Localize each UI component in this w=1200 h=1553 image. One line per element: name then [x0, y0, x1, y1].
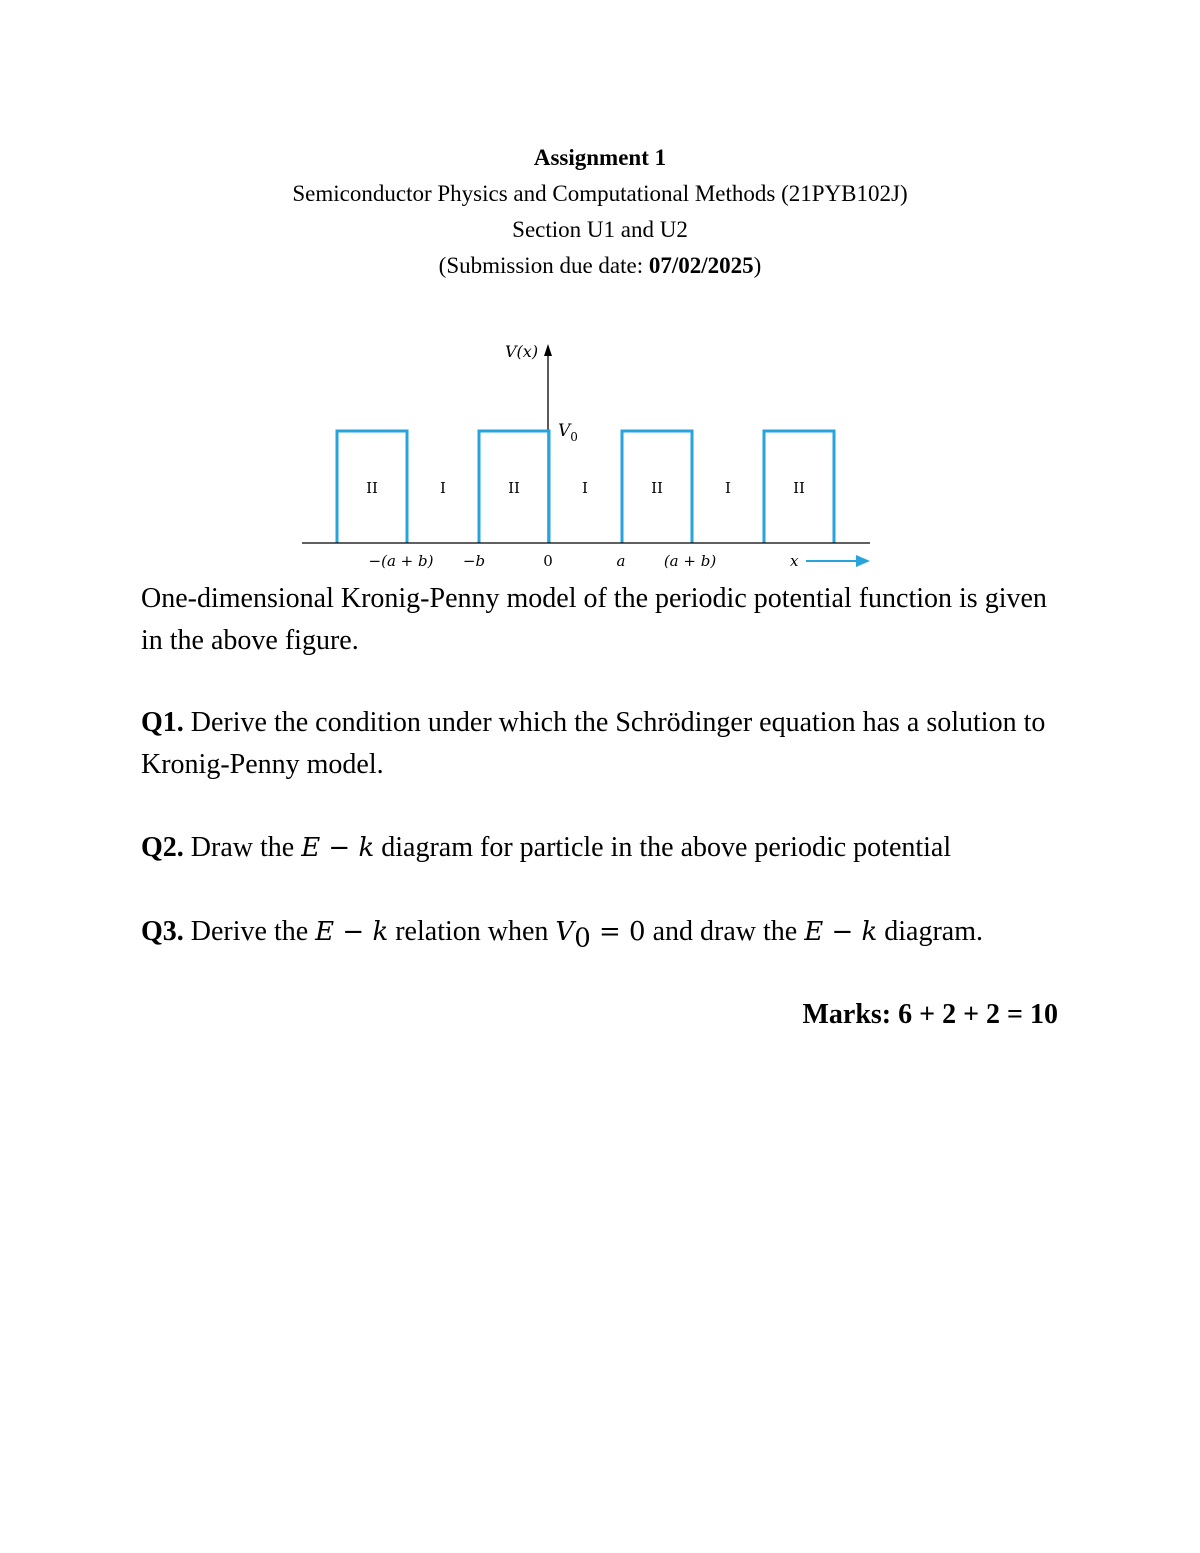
- question-1-label: Q1.: [141, 707, 184, 738]
- kronig-penney-figure: [290, 330, 890, 580]
- question-3-math-eq: = 0: [590, 917, 646, 947]
- question-3-text-a: Derive the: [190, 916, 316, 947]
- due-suffix: ): [753, 253, 762, 278]
- question-1: [141, 702, 1071, 786]
- course-name: Semiconductor Physics and Computational Methods (21PYB102J): [292, 181, 908, 206]
- region-label: II: [366, 479, 378, 497]
- question-3-math-ek-1: E − k: [315, 917, 389, 947]
- x-arrow-icon: [856, 555, 870, 567]
- region-label: I: [440, 479, 446, 497]
- due-prefix: (Submission due date:: [438, 253, 649, 278]
- section-line: Section U1 and U2: [512, 217, 688, 242]
- v0-letter: V: [558, 421, 571, 441]
- question-3-text-d: diagram.: [877, 916, 984, 947]
- due-date-line: [0, 248, 1200, 284]
- tick-label-a: a: [616, 552, 626, 570]
- region-label: II: [793, 479, 805, 497]
- tick-label-neg-b: −b: [462, 552, 486, 570]
- region-label: II: [508, 479, 520, 497]
- region-labels: [366, 479, 805, 497]
- due-date-value: 07/02/2025: [648, 253, 754, 278]
- question-2: [141, 827, 1071, 869]
- question-3-math-v: V: [555, 917, 575, 947]
- assignment-header: [0, 140, 1200, 284]
- question-1-text: Derive the condition under which the Schrödinger equation has a solution to Kronig-Penny model.: [141, 707, 1046, 780]
- question-3-math-v-sub: 0: [574, 923, 591, 954]
- region-label: II: [651, 479, 663, 497]
- question-3-math-ek-2: E − k: [804, 917, 878, 947]
- v0-subscript: 0: [570, 430, 578, 444]
- question-3-text-c: and draw the: [645, 916, 805, 947]
- question-3-text-b: relation when: [388, 916, 556, 947]
- question-2-text-a: Draw the: [190, 832, 302, 863]
- tick-label-a-plus-b: (a + b): [663, 552, 717, 570]
- tick-label-zero: 0: [543, 552, 553, 570]
- v0-label: [558, 421, 578, 444]
- question-3-label: Q3.: [141, 916, 184, 947]
- y-axis-arrow-icon: [544, 344, 552, 356]
- x-tick-labels: [369, 552, 717, 570]
- tick-label-neg-a-plus-b: −(a + b): [368, 552, 434, 570]
- marks-summary: Marks: 6 + 2 + 2 = 10: [802, 999, 1058, 1030]
- x-axis-label: x: [790, 552, 799, 570]
- region-label: I: [582, 479, 588, 497]
- intro-paragraph: One-dimensional Kronig-Penny model of the periodic potential function is given in the above figure.: [141, 583, 1047, 656]
- question-2-label: Q2.: [141, 832, 184, 863]
- question-2-math-ek: E − k: [301, 833, 375, 863]
- region-label: I: [725, 479, 731, 497]
- y-axis-label: V(x): [505, 342, 539, 361]
- question-3: [141, 911, 1071, 960]
- question-2-text-b: diagram for particle in the above periodic potential: [374, 832, 952, 863]
- assignment-title: Assignment 1: [533, 145, 667, 170]
